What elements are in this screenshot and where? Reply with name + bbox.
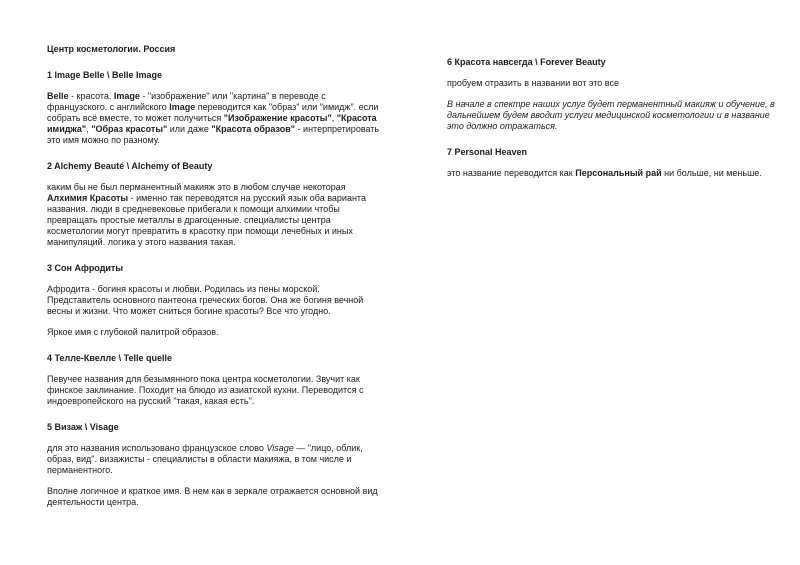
section-heading — [447, 147, 777, 158]
paragraph — [47, 284, 380, 317]
text-run: Belle — [47, 91, 69, 101]
text-run: , — [331, 113, 337, 123]
text-run: Центр косметологии. Россия — [47, 44, 176, 54]
text-run: ни больше, ни меньше. — [661, 168, 762, 178]
text-run: "Изображение красоты" — [223, 113, 332, 123]
text-run: это название переводится как — [447, 168, 576, 178]
section-heading — [447, 57, 777, 68]
paragraph — [47, 182, 380, 248]
text-run: "Красота имиджа" — [47, 113, 377, 134]
right-column — [447, 57, 777, 189]
text-run: 5 Визаж \ Visage — [47, 422, 119, 432]
left-column — [47, 44, 380, 518]
text-run: 4 Телле-Квелле \ Telle quelle — [47, 353, 172, 363]
paragraph — [47, 91, 380, 146]
text-run: Вполне логичное и краткое имя. В нем как в зеркале отражается основной вид деятельности центра. — [47, 486, 378, 507]
document-title — [47, 44, 380, 55]
text-run: Афродита - богиня красоты и любви. Родилась из пены морской. Представитель основного пантеона греческих богов. Она же богиня вечной весны и жизни. Что может сниться богине красоты? Все что угодно. — [47, 284, 364, 316]
text-run: Алхимия Красоты — [47, 193, 129, 203]
paragraph — [447, 78, 777, 89]
section-heading — [47, 70, 380, 81]
text-run: - "изображение" или "картина" в переводе с французского. с английского — [47, 91, 326, 112]
section-heading — [47, 161, 380, 172]
text-run: - интерпретировать это имя можно по разному. — [47, 124, 380, 145]
paragraph — [47, 486, 380, 508]
text-run: переводится как "образ" или "имидж". если собрать всё вместе, то может получиться — [47, 102, 379, 123]
text-run: 3 Сон Афродиты — [47, 263, 124, 273]
text-run: Яркое имя с глубокой палитрой образов. — [47, 327, 219, 337]
text-run: Image — [113, 91, 140, 101]
text-run: 7 Personal Heaven — [447, 147, 528, 157]
section-heading — [47, 422, 380, 433]
text-run: "Красота образов" — [211, 124, 296, 134]
text-run: каким бы не был перманентный макияж это в любом случае некоторая — [47, 182, 346, 192]
text-run: Певучее названия для безымянного пока центра косметологии. Звучит как финское заклинание. Походит на блюдо из азиатской кухни. Переводится с индоевропейского на русский "такая, какая есть". — [47, 374, 364, 406]
section-heading — [47, 263, 380, 274]
paragraph — [47, 443, 380, 476]
paragraph — [47, 374, 380, 407]
text-run: Image — [169, 102, 196, 112]
text-run: - красота. — [68, 91, 114, 101]
text-run: пробуем отразить в названии вот это все — [447, 78, 619, 88]
text-run: - именно так переводятся на русский язык оба варианта названия. люди в средневековье прибегали к помощи алхимии чтобы превращать простые металлы в драгоценные. специалисты центра косметологии могут превратить в красотку при помощи лечебных и иных манипуляций. логика у этого названия такая. — [47, 193, 366, 247]
text-run: , — [86, 124, 92, 134]
section-heading — [47, 353, 380, 364]
text-run: 2 Alchemy Beauté \ Alchemy of Beauty — [47, 161, 213, 171]
text-run: "Образ красоты" — [91, 124, 168, 134]
text-run: — "лицо, облик, образ, вид". визажисты - специалисты в области макияжа, в том числе и перманентного. — [47, 443, 363, 475]
paragraph — [47, 327, 380, 338]
text-run: Visage — [266, 443, 294, 453]
paragraph — [447, 99, 777, 132]
text-run: Персональный рай — [575, 168, 662, 178]
text-run: 6 Красота навсегда \ Forever Beauty — [447, 57, 606, 67]
text-run: для это названия использовано французское слово — [47, 443, 267, 453]
text-run: 1 Image Belle \ Belle Image — [47, 70, 163, 80]
text-run: В начале в спектре наших услуг будет перманентный макияж и обучение, в дальнейшем будем вводит услуги медицинской косметологии и в название это должно отражаться. — [447, 99, 775, 131]
text-run: или даже — [167, 124, 212, 134]
paragraph — [447, 168, 777, 179]
